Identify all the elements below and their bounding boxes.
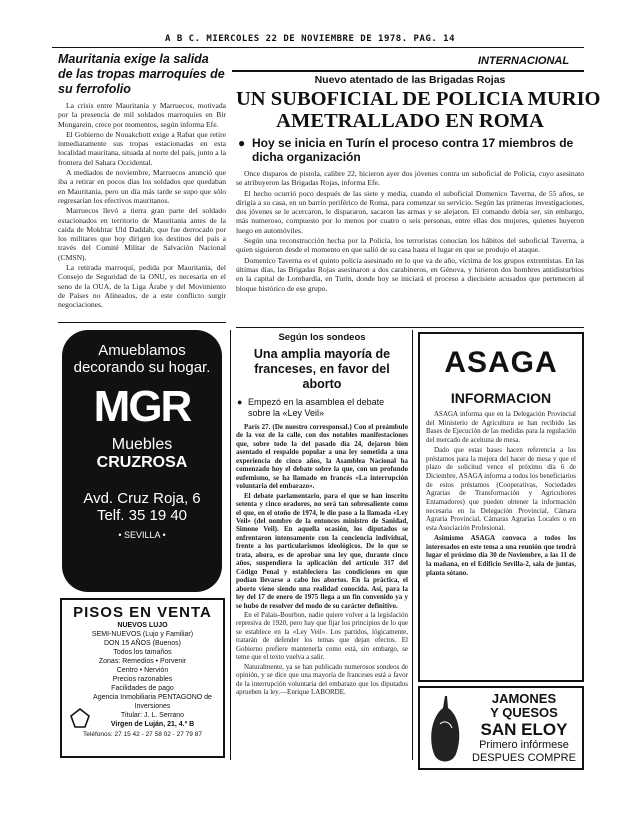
bullet-icon: ●: [237, 397, 243, 407]
asaga-body: ASAGA informa que en la Delegación Provincial del Ministerio de Agricultura se han recibido las Bases de Ejecución de las medidas para la regulación del mercado de aceituna de mesa. Dado que estas bases hacen referencia a los préstamos para la mejora del hacer de mesa y que el plazo de solicitud vence el próximo día 6 de Diciembre, ASAGA informa a todos los beneficiarios de estos préstamos (Cooperativas, Sociedades Agrarias de Transformación y Agricultores Entamadores) que pueden obtener la información necesaria en la Delegación Provincial, Cámara Agraria Provincial, Cámaras Agrarias Locales o en esta Asociación Profesional. Asimismo ASAGA convoca a todos los interesados en este tema a una reunión que tendrá lugar el próximo día 30 de Noviembre, a las 11 de la mañana, en el Edificio Sevilla-2, sala de juntas, planta sótano.: [426, 410, 576, 577]
left-article-body: La crisis entre Mauritania y Marruecos, motivada por la presencia de mil soldados marroquíes en Bir Mongarein, crece por momentos, según informa Efe. El Gobierno de Nouakchott exige a Rabat que retire inmediatamente sus tropas estacionadas en esta localidad mauritana, situada al norte del país, junto a la frontera del Sahara Occidental. A mediados de noviembre, Marruecos anunció que iba a retirar en pocos días los soldados que quedaban en Mauritania, pero un día más tarde se supo que sólo regresarían los efectivos mauritanos. Marruecos llevó a tierra gran parte del soldado estacionados en territorio de Mauritania antes de la caída de Mokhtar Uld Daddah, que fue derrocado por los militares que hoy dirigen los destinos del país a través del Comité Militar de Salvación Nacional (CMSN). La retirada marroquí, pedida por Mauritania, del Consejo de Seguridad de la ONU, es necesaria en el seno de la OUA, de la Liga Árabe y del Movimiento de Países no Alineados, de a este conflicto surgir negociaciones.: [58, 101, 226, 310]
ham-icon: [426, 694, 464, 766]
sondeos-kicker: Según los sondeos: [278, 332, 366, 343]
page-header: A B C. MIERCOLES 22 DE NOVIEMBRE DE 1978. PAG. 14: [164, 34, 455, 44]
left-article: [58, 52, 226, 311]
pentagon-icon: [70, 708, 90, 728]
jamones-text: JAMONES Y QUESOS SAN ELOY Primero infórmese DESPUES COMPRE: [472, 691, 576, 764]
main-subhead: ● Hoy se inicia en Turín el proceso contra 17 miembros de dicha organización: [238, 136, 574, 164]
asaga-title: INFORMACION: [450, 390, 552, 406]
ad-brand2: CRUZROSA: [96, 454, 188, 471]
ad-line2: decorando su hogar.: [73, 359, 211, 376]
pisos-phones: Teléfonos: 27 15 42 - 27 58 02 - 27 79 87: [83, 731, 202, 738]
pisos-title: PISOS EN VENTA: [73, 604, 212, 621]
mgr-logo: MGR: [93, 382, 191, 431]
ad-jamones: [418, 686, 584, 770]
sondeos-subhead: ● Empezó en la asamblea el debate sobre la «Ley Veil»: [237, 397, 385, 418]
sondeos-title: Una amplia mayoría de franceses, en favor del aborto: [253, 347, 391, 391]
ad-amueblamos: [62, 330, 222, 592]
left-article-title: Mauritania exige la salida de las tropas marroquíes de su ferrofolio: [58, 52, 225, 96]
ad-brand1: Muebles: [111, 436, 173, 453]
bullet-icon: ●: [238, 136, 246, 150]
main-article: [236, 74, 601, 294]
ad-pisos: [60, 598, 225, 758]
main-body: Once disparos de pistola, calibre 22, hicieron ayer dos jóvenes contra un suboficial de Policía, cuyo asesinato se atribuyeron las Brigadas Rojas, informa Efe. El hecho ocurrió poco después de las siete y media, cuando el suboficial Domenico Taverna, de 55 años, se dirigía a su casa, en un barrio periférico de Roma, para comenzar su servicio. Según las primeras investigaciones, dos jóvenes se le acercaron, le dispararon, sacaron las armas y se alejaron. El comando debía ser, sin embargo, más numeroso, compuesto por lo menos por cuatro o seis personas, entre ellas dos mujeres, quienes huyeron luego en automóviles. Según una reconstrucción hecha por la Policía, los terroristas conocían los hábitos del suboficial Taverna, a quien siguieron desde el momento en que salió de su casa hasta el lugar en que se produjo el ataque. Domenico Taverna es el quinto policía asesinado en lo que va de año, víctima de los grupos extremistas. En las últimas días, las Brigadas Rojas asesinaron a dos carabineros, en Génova, y hirieron dos hombres antidisturbios en la capital de Lombardía, en Turín, donde hoy se iniciará el proceso a diecisiete acusados que pertenecen al bloque histórico de ese grupo.: [236, 169, 584, 293]
asaga-logo: ASAGA: [444, 346, 558, 379]
ad-line1: Amueblamos: [98, 342, 186, 359]
main-kicker: Nuevo atentado de las Brigadas Rojas: [314, 74, 506, 86]
sondeos-article: [236, 332, 408, 698]
main-headline-2: AMETRALLADO EN ROMA: [276, 110, 544, 132]
ad-address: Avd. Cruz Roja, 6: [83, 490, 201, 507]
main-headline-1: UN SUBOFICIAL DE POLICIA MURIO: [236, 88, 601, 110]
ad-asaga: [418, 332, 584, 682]
sondeos-body: París 27. (De nuestro corresponsal.) Con el preámbulo de la voz de la calle, con dos notables manifestaciones que, sobre todo la del pasado día 24, dejaron bien asentado el respaldo popular a una ley sometida a una experiencia de cinco años, la Asamblea Nacional ha comenzado hoy el debate sobre la que, con un profundo eufemismo, se ha llamado en francés «La interrupción voluntaria del embarazo». El debate parlamentario, para el que se han inscrito setenta y cinco oradores, no será tan sobresaliente como el que, en el otoño de 1974, le dio paso a la llamada «Ley Veil» (del nombre de la entonces ministro de Sanidad, Simone Veil). En aquella ocasión, los diputados se enfrentaron intensamente con la conciencia individual, frente a los particularismos ideológicos. De lo que se trata, ahora, es de aprobar una ley que, durante cinco años, suspendiera la aplicación del artículo 317 del Código Penal y estableciera las condiciones en que podían llevarse a cabo los abortos. En la práctica, el aborto viene siendo una realidad conocida. Así, para la ley del 17 de enero de 1975 llega a un fin convenido ya y se hubo de resolver del modo de su carácter definitivo. En el Palais-Bourbon, nadie quiere volver a la legislación represiva de 1920, pero hay que fijar los principios de lo que se establece en la «Ley Veil». Los partidos, lógicamente, tratarán de defender los temas que dejan efectos. El Gobierno prefiere mantenerla como está, sin embargo, se teme que el texto vuelva a salir. Naturalmente, ya se han publicado numerosos sondeos de opinión, y se dice que una mayoría de franceses está a favor de la interrupción voluntaria del embarazo que los diputados aprueben la ley.—Enrique LABORDE.: [236, 423, 408, 697]
ad-city: • SEVILLA •: [118, 530, 166, 540]
ad-phone: Telf. 35 19 40: [96, 507, 188, 524]
section-label: INTERNACIONAL: [478, 55, 570, 67]
pisos-lines: NUEVOS LUJO SEMI-NUEVOS (Lujo y Familiar) DON 15 AÑOS (Buenos) Todos los tamaños Zonas: Remedios • Porvenir Centro • Nervión Precios razonables Facilidades de pago: [91, 622, 194, 692]
pisos-agency: Agencia Inmobiliaria PENTAGONO de Inversiones Titular: J. L. Serrano Virgen de Luján, 21, 4.º B: [93, 694, 212, 728]
